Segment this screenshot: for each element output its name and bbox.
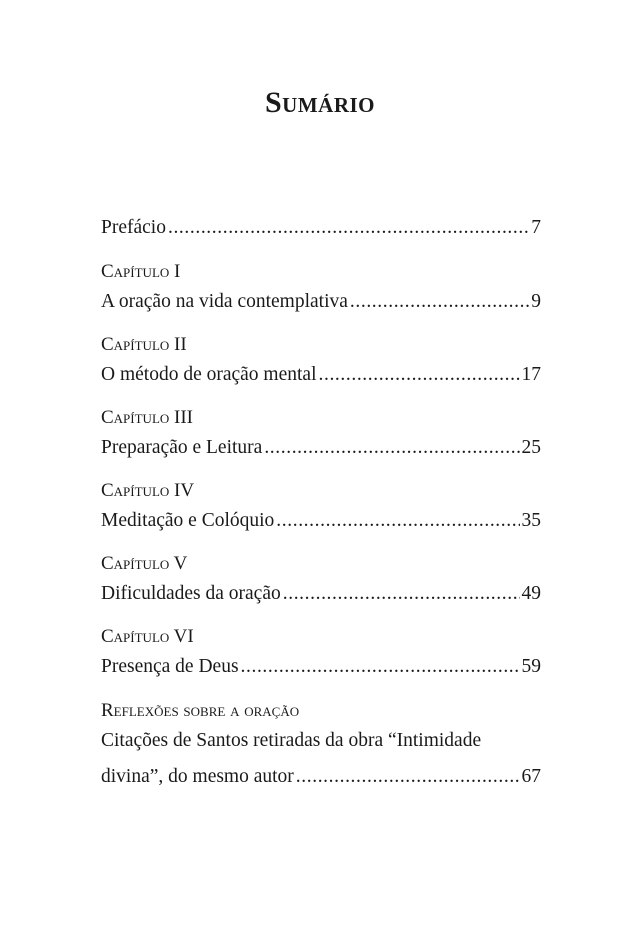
toc-entry-title-line-2: divina”, do mesmo autor (101, 766, 294, 787)
toc-page-number: 59 (521, 656, 541, 677)
toc-entry-reflections (101, 699, 541, 795)
toc-entry-title: Prefácio (101, 217, 166, 238)
toc-page-number: 7 (531, 217, 541, 238)
toc-entry-chapter-3 (101, 406, 541, 466)
chapter-label: Capítulo II (101, 334, 187, 355)
toc-entry-title: Presença de Deus (101, 656, 239, 677)
dot-leader (276, 503, 519, 539)
toc-entry-title: Meditação e Colóquio (101, 510, 275, 531)
toc-entry-title: Preparação e Leitura (101, 437, 263, 458)
dot-leader (168, 210, 529, 246)
toc-entry-title: O método de oração mental (101, 364, 317, 385)
toc-line[interactable] (101, 759, 541, 795)
toc-line[interactable] (101, 210, 541, 246)
toc-entry-chapter-6 (101, 625, 541, 685)
toc-page-number: 49 (521, 583, 541, 604)
toc-page-number: 67 (521, 766, 541, 787)
toc-line[interactable] (101, 649, 541, 685)
dot-leader (283, 576, 520, 612)
toc-line[interactable] (101, 503, 541, 539)
chapter-label: Capítulo I (101, 261, 181, 282)
page-title: Sumário (264, 86, 375, 119)
toc-entry-preface (101, 210, 541, 246)
toc-entry-chapter-5 (101, 552, 541, 612)
toc-line[interactable] (101, 576, 541, 612)
toc-line[interactable] (101, 430, 541, 466)
toc-line[interactable] (101, 284, 541, 320)
dot-leader (296, 759, 520, 795)
toc-page-number: 17 (521, 364, 541, 385)
toc-page-number: 9 (531, 291, 541, 312)
toc-page-number: 25 (521, 437, 541, 458)
toc-entry-chapter-1 (101, 260, 541, 320)
chapter-label: Capítulo III (101, 407, 194, 428)
toc-entry-chapter-4 (101, 479, 541, 539)
toc-entry-chapter-2 (101, 333, 541, 393)
toc-page-number: 35 (521, 510, 541, 531)
dot-leader (319, 357, 520, 393)
dot-leader (350, 284, 529, 320)
toc-entry-title-line-1[interactable]: Citações de Santos retiradas da obra “Intimidade (101, 730, 482, 751)
chapter-label: Capítulo IV (101, 480, 195, 501)
toc-line[interactable] (101, 357, 541, 393)
dot-leader (264, 430, 519, 466)
toc-entry-title: Dificuldades da oração (101, 583, 281, 604)
section-label: Reflexões sobre a oração (101, 700, 300, 721)
chapter-label: Capítulo VI (101, 626, 194, 647)
chapter-label: Capítulo V (101, 553, 188, 574)
dot-leader (241, 649, 520, 685)
toc-entry-title: A oração na vida contemplativa (101, 291, 348, 312)
